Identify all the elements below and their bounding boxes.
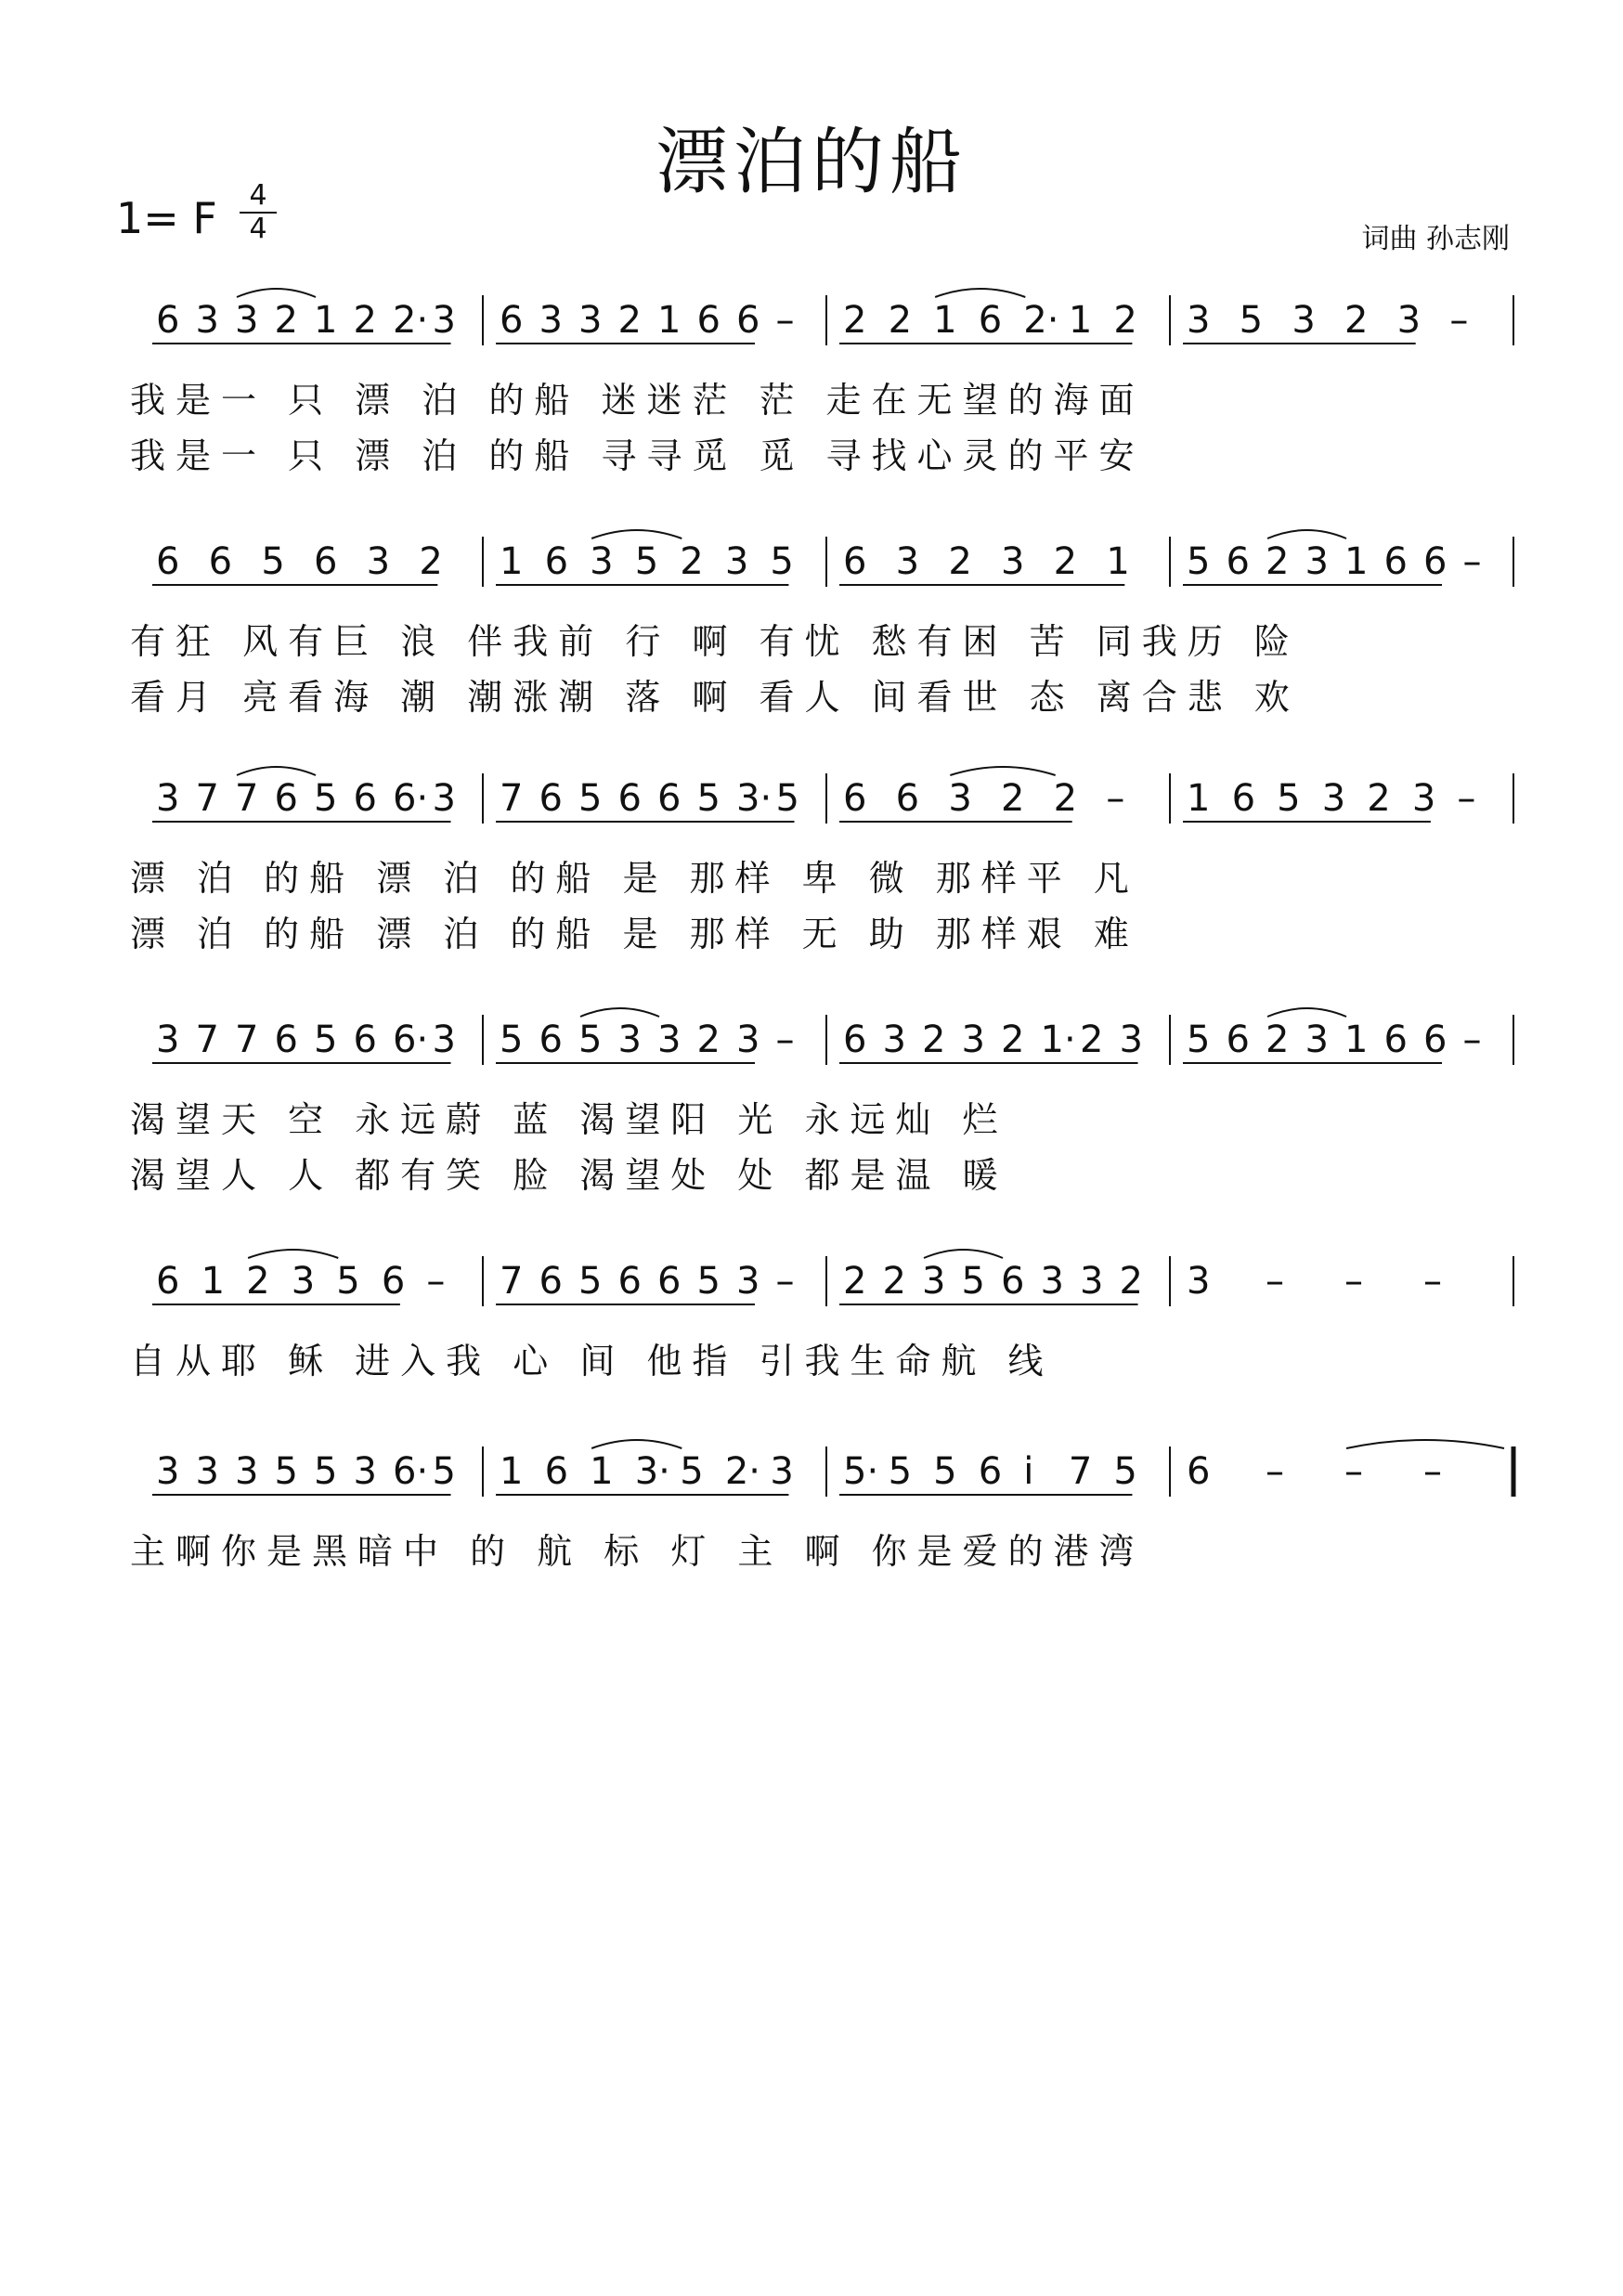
sustain-dash: – — [1266, 1450, 1284, 1493]
note-digit: 2 — [696, 1018, 721, 1061]
note-digit: 6 — [1383, 1018, 1408, 1061]
note-digit: 7 — [500, 1260, 524, 1303]
sustain-dash: – — [775, 1018, 795, 1061]
lyric-line: 看月 亮看海 潮 潮涨潮 落 啊 看人 间看世 态 离合悲 欢 — [130, 677, 1300, 718]
note-digit: 3 — [432, 777, 456, 820]
note-digit: 5 — [1187, 1018, 1211, 1061]
slur — [237, 289, 316, 297]
note-digit: 3· — [634, 1450, 670, 1493]
lyric-line: 有狂 风有巨 浪 伴我前 行 啊 有忧 愁有困 苦 同我历 险 — [130, 621, 1300, 662]
note-digit: 3 — [353, 1450, 377, 1493]
song-title: 漂泊的船 — [655, 121, 967, 204]
sustain-dash: – — [1106, 777, 1125, 820]
note-digit: 5 — [500, 1018, 524, 1061]
note-digit: 2 — [1266, 540, 1290, 583]
note-digit: 3 — [736, 1018, 760, 1061]
note-digit: 5 — [680, 1450, 704, 1493]
note-digit: 6 — [539, 1018, 563, 1061]
note-digit: 5 — [888, 1450, 913, 1493]
note-digit: 3 — [432, 299, 456, 342]
note-digit: 6 — [978, 299, 1003, 342]
note-digit: 5 — [1187, 540, 1211, 583]
note-digit: 1 — [590, 1450, 614, 1493]
note-digit: 5 — [578, 1018, 603, 1061]
note-digit: 2 — [1053, 777, 1078, 820]
note-digit: 3 — [895, 540, 920, 583]
note-digit: 5 — [1239, 299, 1264, 342]
note-digit: 3 — [1305, 1018, 1329, 1061]
note-digit: 2 — [246, 1260, 270, 1303]
note-digit: 3 — [1119, 1018, 1143, 1061]
slur — [591, 530, 682, 538]
note-digit: 3 — [882, 1018, 906, 1061]
note-digit: 6 — [1001, 1260, 1025, 1303]
lyric-line: 漂 泊 的船 漂 泊 的船 是 那样 无 助 那样艰 难 — [130, 914, 1139, 954]
note-digit: 6 — [1226, 540, 1250, 583]
note-digit: 5 — [634, 540, 659, 583]
note-digit: 3 — [235, 299, 259, 342]
sustain-dash: – — [1462, 1018, 1482, 1061]
note-digit: 3 — [195, 1450, 219, 1493]
note-digit: 6 — [156, 1260, 180, 1303]
note-digit: 3 — [156, 777, 180, 820]
sustain-dash: – — [775, 1260, 795, 1303]
slur — [1267, 1008, 1346, 1017]
note-digit: 3 — [657, 1018, 682, 1061]
note-digit: 6 — [274, 777, 298, 820]
note-digit: 7 — [235, 777, 259, 820]
time-signature — [240, 179, 277, 245]
note-digit: 6 — [843, 540, 867, 583]
note-digit: 3 — [948, 777, 972, 820]
note-digit: 6 — [696, 299, 721, 342]
note-digit: 5 — [314, 1450, 338, 1493]
note-digit: 6 — [1383, 540, 1408, 583]
note-digit: 2 — [353, 299, 377, 342]
note-digit: 2 — [888, 299, 913, 342]
note-digit: 3 — [1321, 777, 1346, 820]
note-digit: i — [1023, 1450, 1034, 1493]
note-digit: 3 — [578, 299, 603, 342]
lyric-line: 渴望人 人 都有笑 脸 渴望处 处 都是温 暖 — [130, 1155, 1008, 1196]
note-digit: 2· — [724, 1450, 761, 1493]
slur — [935, 289, 1025, 297]
note-digit: 2 — [1080, 1018, 1104, 1061]
note-digit: 7 — [1068, 1450, 1093, 1493]
note-digit: 3 — [1187, 299, 1211, 342]
note-digit: 2 — [922, 1018, 946, 1061]
note-digit: 1 — [1187, 777, 1211, 820]
time-signature-bottom: 4 — [249, 213, 267, 245]
lyric-line: 我是一 只 漂 泊 的船 迷迷茫 茫 走在无望的海面 — [130, 380, 1145, 421]
note-digit: 6 — [544, 1450, 569, 1493]
note-digit: 2 — [617, 299, 642, 342]
note-digit: 7 — [500, 777, 524, 820]
note-digit: 5 — [274, 1450, 298, 1493]
note-digit: 3 — [1040, 1260, 1064, 1303]
sustain-dash: – — [1423, 1450, 1442, 1493]
note-digit: 3 — [1292, 299, 1316, 342]
sustain-dash: – — [1266, 1260, 1284, 1303]
slur — [950, 767, 1055, 775]
note-digit: 1 — [201, 1260, 226, 1303]
slur — [1346, 1440, 1504, 1448]
note-digit: 2 — [1119, 1260, 1143, 1303]
slur — [924, 1250, 1003, 1258]
note-digit: 3 — [736, 1260, 760, 1303]
note-digit: 5 — [432, 1450, 456, 1493]
note-digit: 6 — [1231, 777, 1256, 820]
note-digit: 5 — [261, 540, 285, 583]
note-digit: 3 — [432, 1018, 456, 1061]
note-digit: 3 — [922, 1260, 946, 1303]
note-digit: 3 — [1411, 777, 1436, 820]
note-digit: 7 — [235, 1018, 259, 1061]
note-digit: 3 — [724, 540, 749, 583]
note-digit: 1 — [1344, 1018, 1369, 1061]
note-digit: 3 — [156, 1018, 180, 1061]
note-digit: 5 — [696, 1260, 721, 1303]
composer-credit: 词曲 孙志刚 — [1361, 223, 1510, 255]
note-digit: 2· — [393, 299, 429, 342]
note-digit: 6· — [393, 1450, 429, 1493]
sustain-dash: – — [1457, 777, 1476, 820]
note-digit: 6 — [353, 777, 377, 820]
note-digit: 5 — [775, 777, 799, 820]
note-digit: 3 — [770, 1450, 794, 1493]
note-digit: 2 — [843, 299, 867, 342]
lyric-line: 自从耶 稣 进入我 心 间 他指 引我生命航 线 — [130, 1341, 1054, 1381]
note-digit: 7 — [195, 777, 219, 820]
note-digit: 1 — [500, 540, 524, 583]
note-digit: 3 — [235, 1450, 259, 1493]
note-digit: 1· — [1040, 1018, 1076, 1061]
note-digit: 2 — [1266, 1018, 1290, 1061]
note-digit: 6 — [539, 777, 563, 820]
note-digit: 6 — [208, 540, 233, 583]
note-digit: 6 — [544, 540, 569, 583]
note-digit: 5· — [843, 1450, 879, 1493]
note-digit: 3 — [1396, 299, 1422, 342]
note-digit: 6 — [657, 1260, 682, 1303]
note-digit: 6· — [393, 777, 429, 820]
note-digit: 6 — [156, 299, 180, 342]
note-digit: 3· — [736, 777, 773, 820]
note-digit: 2 — [680, 540, 704, 583]
note-digit: 6 — [1423, 1018, 1448, 1061]
slur — [1267, 530, 1346, 538]
note-digit: 3 — [1080, 1260, 1104, 1303]
note-digit: 2 — [882, 1260, 906, 1303]
note-digit: 6 — [314, 540, 338, 583]
slur — [248, 1250, 338, 1258]
note-digit: 5 — [336, 1260, 360, 1303]
note-digit: 5 — [696, 777, 721, 820]
note-digit: 6 — [843, 1018, 867, 1061]
note-digit: 5 — [578, 1260, 603, 1303]
note-digit: 5 — [314, 1018, 338, 1061]
note-digit: 2 — [274, 299, 298, 342]
note-digit: 2 — [1001, 1018, 1025, 1061]
note-digit: 6 — [381, 1260, 406, 1303]
note-digit: 5 — [961, 1260, 985, 1303]
lyric-line: 我是一 只 漂 泊 的船 寻寻觅 觅 寻找心灵的平安 — [130, 435, 1145, 476]
note-digit: 1 — [1344, 540, 1369, 583]
note-digit: 3 — [961, 1018, 985, 1061]
note-digit: 5 — [1113, 1450, 1137, 1493]
note-digit: 3 — [195, 299, 219, 342]
note-digit: 2 — [1113, 299, 1137, 342]
lyric-line: 漂 泊 的船 漂 泊 的船 是 那样 卑 微 那样平 凡 — [130, 858, 1139, 899]
note-digit: 3 — [1187, 1260, 1211, 1303]
note-digit: 3 — [1001, 540, 1025, 583]
note-digit: 6 — [353, 1018, 377, 1061]
note-digit: 6 — [617, 1260, 642, 1303]
key-signature: 1= F — [116, 193, 217, 243]
note-digit: 7 — [195, 1018, 219, 1061]
note-digit: 2 — [1053, 540, 1078, 583]
sustain-dash: – — [426, 1260, 446, 1303]
note-digit: 1 — [1068, 299, 1093, 342]
note-digit: 3 — [1305, 540, 1329, 583]
note-digit: 1 — [314, 299, 338, 342]
slur — [237, 767, 316, 775]
sustain-dash: – — [1449, 299, 1469, 342]
slur — [591, 1440, 682, 1448]
sustain-dash: – — [775, 299, 795, 342]
note-digit: 6 — [843, 777, 867, 820]
note-digit: 3 — [590, 540, 614, 583]
note-digit: 6 — [539, 1260, 563, 1303]
note-digit: 6 — [895, 777, 920, 820]
time-signature-top: 4 — [249, 179, 267, 212]
note-digit: 6 — [657, 777, 682, 820]
note-digit: 6 — [1226, 1018, 1250, 1061]
note-digit: 5 — [933, 1450, 957, 1493]
note-digit: 6· — [393, 1018, 429, 1061]
sustain-dash: – — [1344, 1450, 1363, 1493]
note-digit: 2 — [1344, 299, 1369, 342]
lyric-line: 渴望天 空 永远蔚 蓝 渴望阳 光 永远灿 烂 — [130, 1099, 1008, 1140]
note-digit: 1 — [657, 299, 682, 342]
sustain-dash: – — [1462, 540, 1482, 583]
note-digit: 3 — [291, 1260, 316, 1303]
note-digit: 3 — [617, 1018, 642, 1061]
note-digit: 6 — [1187, 1450, 1211, 1493]
note-digit: 5 — [1277, 777, 1301, 820]
note-digit: 5 — [578, 777, 603, 820]
note-digit: 6 — [500, 299, 524, 342]
note-digit: 6 — [274, 1018, 298, 1061]
note-digit: 2 — [1001, 777, 1025, 820]
lyric-line: 主啊你是黑暗中 的 航 标 灯 主 啊 你是爱的港湾 — [130, 1531, 1145, 1572]
note-digit: 6 — [978, 1450, 1003, 1493]
note-digit: 5 — [770, 540, 794, 583]
note-digit: 2 — [419, 540, 443, 583]
note-digit: 2· — [1023, 299, 1059, 342]
note-digit: 3 — [366, 540, 391, 583]
note-digit: 2 — [948, 540, 972, 583]
note-digit: 6 — [156, 540, 180, 583]
sustain-dash: – — [1423, 1260, 1442, 1303]
slur — [580, 1008, 659, 1017]
note-digit: 2 — [1367, 777, 1391, 820]
note-digit: 1 — [500, 1450, 524, 1493]
note-digit: 6 — [1423, 540, 1448, 583]
note-digit: 1 — [933, 299, 957, 342]
sustain-dash: – — [1344, 1260, 1363, 1303]
note-digit: 1 — [1106, 540, 1130, 583]
note-digit: 6 — [736, 299, 760, 342]
note-digit: 3 — [539, 299, 563, 342]
note-digit: 5 — [314, 777, 338, 820]
note-digit: 3 — [156, 1450, 180, 1493]
note-digit: 2 — [843, 1260, 867, 1303]
note-digit: 6 — [617, 777, 642, 820]
